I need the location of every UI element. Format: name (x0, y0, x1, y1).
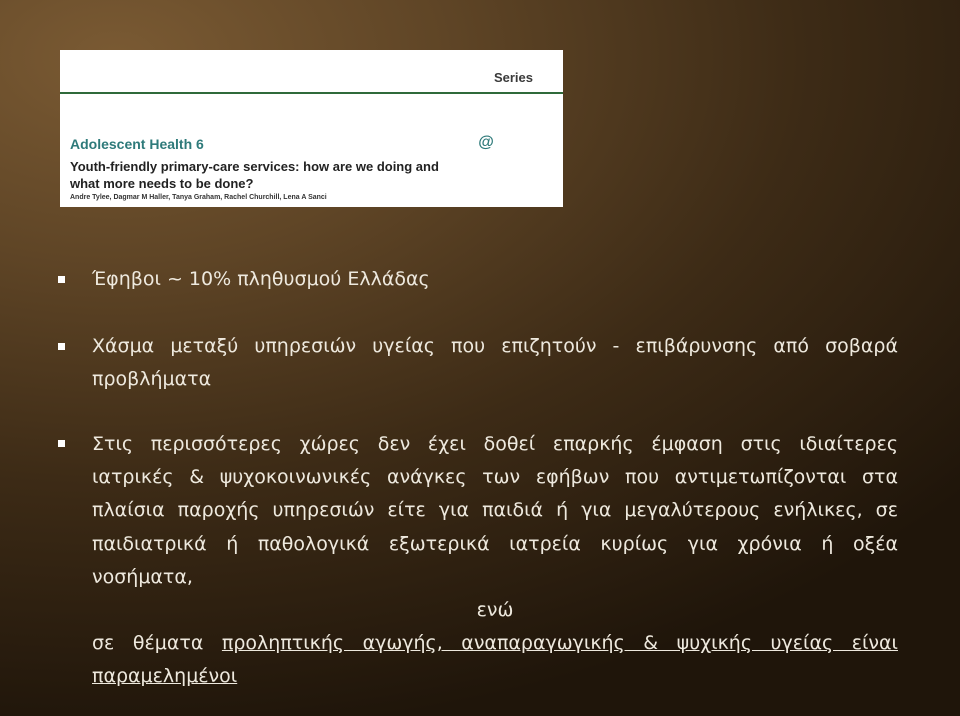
bullet-3-line-3: πλαίσια παροχής υπηρεσιών είτε για παιδιά ή για μεγαλύτερους ενήλικες, σε (92, 499, 898, 521)
bullet-3-line-6: ενώ (476, 599, 514, 621)
open-access-icon: @ (478, 134, 494, 151)
article-authors: Andre Tylee, Dagmar M Haller, Tanya Graham, Rachel Churchill, Lena A Sanci (70, 194, 327, 201)
bullet-2-line-1: Χάσμα μεταξύ υπηρεσιών υγείας που επιζητούν - επιβάρυνσης από σοβαρά (92, 335, 898, 357)
article-title-line-1: Youth-friendly primary-care services: how are we doing and (70, 159, 439, 174)
article-title (70, 158, 510, 192)
bullet-3-line-7-plain: σε θέματα (92, 632, 204, 654)
header-rule (60, 92, 563, 94)
bullet-marker-icon (58, 343, 65, 350)
bullet-1-text: Έφηβοι ~ 10% πληθυσμού Ελλάδας (92, 268, 430, 290)
article-title-line-2: what more needs to be done? (70, 176, 254, 191)
bullet-marker-icon (58, 276, 65, 283)
bullet-3-line-7-underlined: προληπτικής αγωγής, αναπαραγωγικής & ψυχικής υγείας είναι (221, 632, 898, 654)
bullet-3-line-7 (92, 627, 898, 660)
bullet-marker-icon (58, 440, 65, 447)
bullet-3-line-8: παραμελημένοι (92, 665, 238, 687)
series-label: Series (493, 70, 533, 85)
bullet-3-line-1: Στις περισσότερες χώρες δεν έχει δοθεί επαρκής έμφαση στις ιδιαίτερες (92, 433, 898, 455)
bullet-3-line-4: παιδιατρικά ή παθολογικά εξωτερικά ιατρεία κυρίως για χρόνια ή οξέα (92, 533, 898, 555)
bullet-3-line-2: ιατρικές & ψυχοκοινωνικές ανάγκες των εφήβων που αντιμετωπίζονται στα (92, 466, 898, 488)
article-header-image (60, 50, 563, 207)
bullet-3-line-5: νοσήματα, (92, 566, 193, 588)
article-subtitle: Adolescent Health 6 (70, 136, 204, 152)
bullet-2-line-2: προβλήματα (92, 368, 212, 390)
